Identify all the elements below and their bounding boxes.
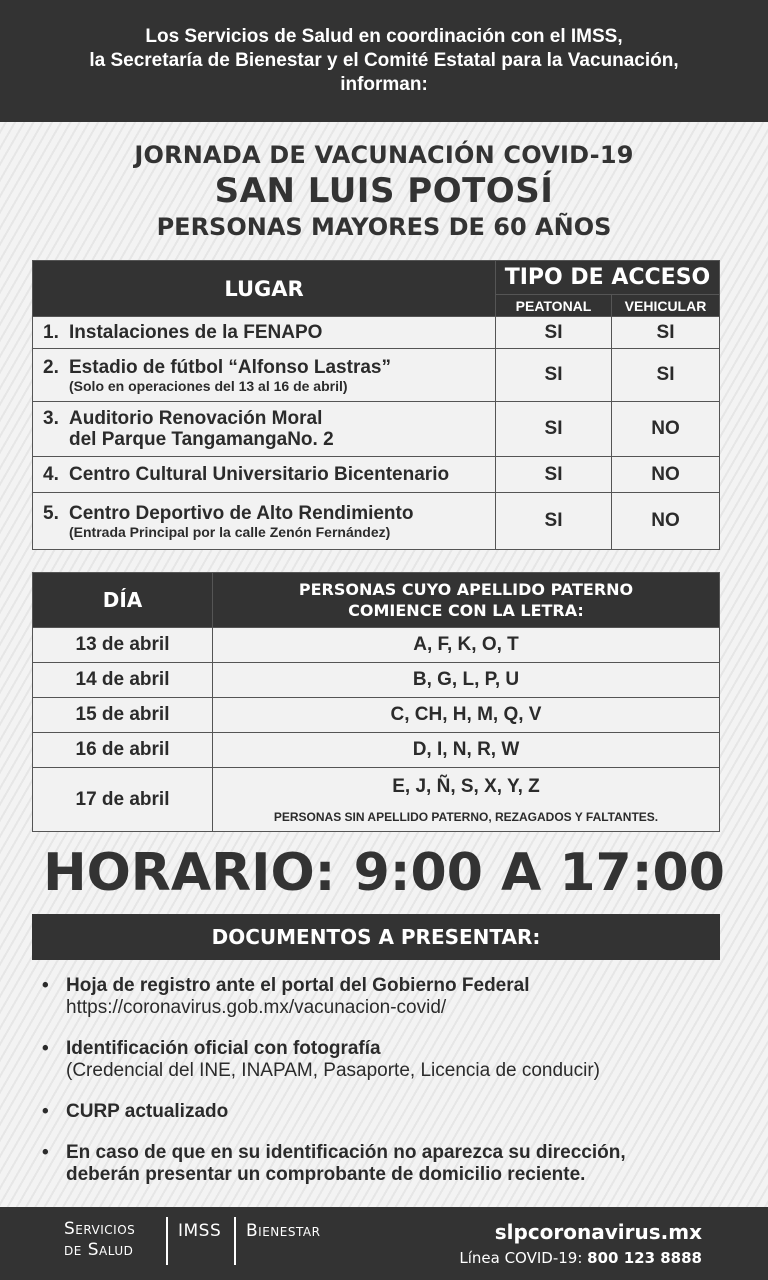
- imss-logo: IMSS: [178, 1221, 222, 1241]
- bullet-icon: •: [42, 1142, 49, 1163]
- bullet-icon: •: [42, 975, 49, 996]
- title-block: [0, 140, 768, 242]
- bullet-icon: •: [42, 1101, 49, 1122]
- table-row: [33, 317, 720, 349]
- bienestar-logo: Bienestar: [246, 1221, 321, 1241]
- header-line-3: informan:: [340, 74, 428, 95]
- logo-divider: [234, 1217, 236, 1265]
- location-cell: [33, 317, 496, 349]
- list-item: [42, 1038, 732, 1082]
- list-item: [42, 1101, 732, 1123]
- col-header-letras-line-1: PERSONAS CUYO APELLIDO PATERNO: [298, 580, 634, 599]
- peatonal-value: SI: [496, 457, 612, 493]
- document-title-line-2: deberán presentar un comprobante de domicilio reciente.: [66, 1164, 586, 1185]
- header-line-2: la Secretaría de Bienestar y el Comité Estatal para la Vacunación,: [89, 50, 679, 71]
- list-item: [42, 975, 732, 1019]
- document-title: CURP actualizado: [66, 1101, 229, 1122]
- vehicular-value: NO: [612, 402, 720, 457]
- logo-line-2: de Salud: [64, 1240, 134, 1260]
- location-cell: [33, 402, 496, 457]
- col-header-lugar: LUGAR: [33, 261, 496, 317]
- document-url: https://coronavirus.gob.mx/vacunacion-covid/: [66, 997, 447, 1018]
- phone-line: [459, 1249, 702, 1267]
- col-header-letras: [213, 573, 720, 628]
- location-name: Centro Deportivo de Alto Rendimiento: [69, 502, 414, 524]
- peatonal-value: SI: [496, 317, 612, 349]
- table-row: [33, 349, 720, 402]
- document-title: Identificación oficial con fotografía: [66, 1038, 381, 1059]
- documents-list: [42, 975, 732, 1205]
- phone-label: Línea COVID-19:: [459, 1249, 583, 1267]
- location-cell: [33, 349, 496, 402]
- day-cell: 16 de abril: [33, 733, 213, 768]
- document-title: En caso de que en su identificación no aparezca su dirección,: [66, 1142, 626, 1163]
- location-name-line-2: del Parque TangamangaNo. 2: [69, 429, 334, 450]
- location-name: Estadio de fútbol “Alfonso Lastras”: [69, 356, 391, 378]
- logo-line-1: Servicios: [64, 1219, 136, 1239]
- table-row: [33, 768, 720, 832]
- documents-header: DOCUMENTOS A PRESENTAR:: [32, 914, 720, 960]
- letters-note: PERSONAS SIN APELLIDO PATERNO, REZAGADOS Y FALTANTES.: [273, 809, 659, 824]
- location-number: 4.: [43, 464, 59, 485]
- vehicular-value: SI: [612, 349, 720, 402]
- vehicular-value: NO: [612, 457, 720, 493]
- location-number: 5.: [43, 502, 59, 524]
- location-name: Auditorio Renovación Moral: [69, 408, 323, 429]
- event-title: JORNADA DE VACUNACIÓN COVID-19: [134, 141, 634, 169]
- day-cell: 17 de abril: [33, 768, 213, 832]
- letters-cell: B, G, L, P, U: [213, 663, 720, 698]
- table-row: [33, 733, 720, 768]
- schedule-table: [32, 572, 720, 832]
- letters-cell: A, F, K, O, T: [213, 628, 720, 663]
- top-banner: [0, 0, 768, 122]
- phone-number: 800 123 8888: [587, 1249, 702, 1267]
- vehicular-value: SI: [612, 317, 720, 349]
- website-link[interactable]: slpcoronavirus.mx: [494, 1220, 702, 1244]
- letters-cell: D, I, N, R, W: [213, 733, 720, 768]
- letters-cell: C, CH, H, M, Q, V: [213, 698, 720, 733]
- peatonal-value: SI: [496, 349, 612, 402]
- letters-value: E, J, Ñ, S, X, Y, Z: [392, 775, 540, 797]
- table-row: [33, 493, 720, 550]
- locations-table: [32, 260, 720, 550]
- col-header-letras-line-2: COMIENCE CON LA LETRA:: [348, 601, 584, 620]
- table-row: [33, 402, 720, 457]
- location-name: Centro Cultural Universitario Bicentenario: [69, 464, 450, 485]
- col-header-peatonal: PEATONAL: [496, 295, 612, 317]
- col-header-tipo-acceso: TIPO DE ACCESO: [496, 261, 720, 295]
- audience-title: PERSONAS MAYORES DE 60 AÑOS: [156, 213, 612, 241]
- location-name: Instalaciones de la FENAPO: [69, 322, 323, 343]
- location-number: 3.: [43, 408, 59, 429]
- document-title: Hoja de registro ante el portal del Gobierno Federal: [66, 975, 530, 996]
- table-row: [33, 628, 720, 663]
- location-cell: [33, 457, 496, 493]
- city-title: SAN LUIS POTOSÍ: [214, 171, 554, 211]
- peatonal-value: SI: [496, 493, 612, 550]
- table-row: [33, 663, 720, 698]
- table-row: [33, 698, 720, 733]
- location-cell: [33, 493, 496, 550]
- footer: [0, 1207, 768, 1280]
- bullet-icon: •: [42, 1038, 49, 1059]
- document-detail: (Credencial del INE, INAPAM, Pasaporte, Licencia de conducir): [66, 1060, 601, 1081]
- letters-cell: [213, 768, 720, 832]
- logo-divider: [166, 1217, 168, 1265]
- day-cell: 13 de abril: [33, 628, 213, 663]
- col-header-vehicular: VEHICULAR: [612, 295, 720, 317]
- location-note: (Entrada Principal por la calle Zenón Fernández): [69, 523, 391, 540]
- day-cell: 15 de abril: [33, 698, 213, 733]
- col-header-dia: DÍA: [33, 573, 213, 628]
- vehicular-value: NO: [612, 493, 720, 550]
- header-line-1: Los Servicios de Salud en coordinación con el IMSS,: [145, 26, 623, 47]
- day-cell: 14 de abril: [33, 663, 213, 698]
- location-number: 1.: [43, 322, 59, 343]
- location-number: 2.: [43, 356, 59, 378]
- table-row: [33, 457, 720, 493]
- servicios-de-salud-logo: [64, 1219, 135, 1261]
- peatonal-value: SI: [496, 402, 612, 457]
- location-note: (Solo en operaciones del 13 al 16 de abril): [69, 377, 348, 394]
- schedule-hours: HORARIO: 9:00 A 17:00: [43, 843, 725, 903]
- list-item: [42, 1142, 732, 1186]
